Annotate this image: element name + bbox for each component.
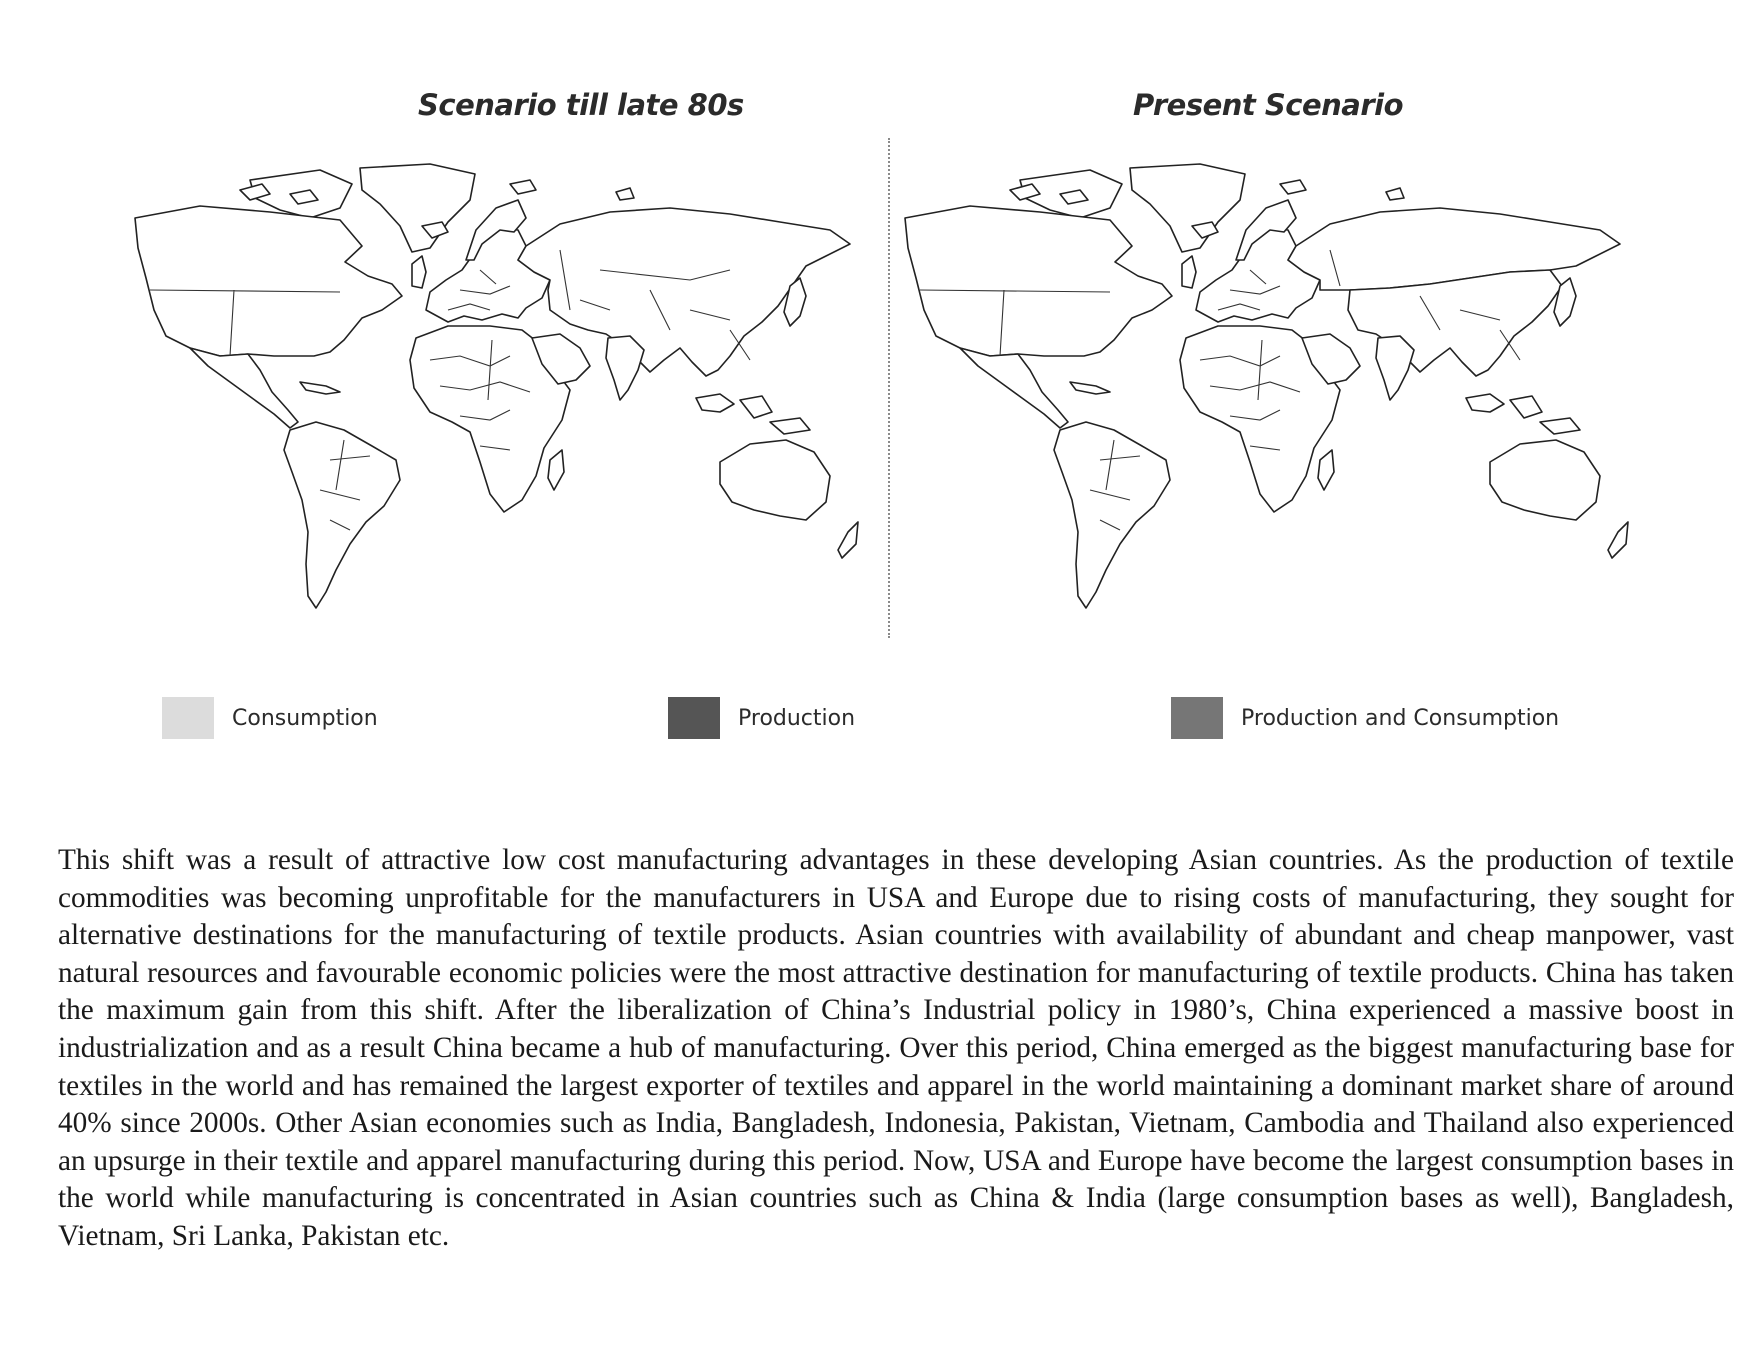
legend-swatch-production-and-consumption [1171,697,1223,739]
caribbean [300,382,340,394]
uk [1182,256,1196,288]
australia [1490,440,1600,520]
left-map-title: Scenario till late 80s [418,88,744,122]
legend-item-production-and-consumption [1171,696,1559,740]
world-map-left [130,160,860,620]
legend-item-production [668,696,855,740]
madagascar [548,450,564,490]
se-asia-islands [696,394,810,434]
legend-label-production-and-consumption: Production and Consumption [1241,705,1560,731]
madagascar [1318,450,1334,490]
north-america [905,206,1172,356]
map-divider [888,138,890,638]
central-america [960,348,1068,428]
central-america [190,348,298,428]
se-asia-islands [1466,394,1580,434]
world-map-right [900,160,1630,620]
new-zealand [838,522,858,558]
legend-swatch-consumption [162,697,214,739]
new-zealand [1608,522,1628,558]
legend-label-production: Production [738,705,856,731]
body-paragraph: This shift was a result of attractive low cost manufacturing advantages in these developing Asian countries. As the production of textile commodities was becoming unprofitable for the manufacturers in USA and Europe due to rising costs of manufacturing, they sought for alternative destinations for the manufacturing of textile products. Asian countries with availability of abundant and cheap manpower, vast natural resources and favourable economic policies were the most attractive destination for manufacturing of textile products. China has taken the maximum gain from this shift. After the liberalization of China’s Industrial policy in 1980’s, China experienced a massive boost in industrialization and as a result China became a hub of manufacturing. Over this period, China emerged as the biggest manufacturing base for textiles in the world and has remained the largest exporter of textiles and apparel in the world maintaining a dominant market share of around 40% since 2000s. Other Asian economies such as India, Bangladesh, Indonesia, Pakistan, Vietnam, Cambodia and Thailand also experienced an upsurge in their textile and apparel manufacturing during this period. Now, USA and Europe have become the largest consumption bases in the world while manufacturing is concentrated in Asian countries such as China & India (large consumption bases as well), Bangladesh, Vietnam, Sri Lanka, Pakistan etc. [58,844,1734,1252]
australia [720,440,830,520]
right-map-title: Present Scenario [1133,88,1403,122]
greenland [360,164,475,252]
legend-swatch-production [668,697,720,739]
legend-label-consumption: Consumption [232,705,378,731]
legend-item-consumption [162,696,378,740]
caribbean [1070,382,1110,394]
india [606,336,644,400]
map-present-scenario [900,160,1630,620]
india [1376,336,1414,400]
uk [412,256,426,288]
greenland [1130,164,1245,252]
map-scenario-late-80s [130,160,860,620]
north-america [135,206,402,356]
